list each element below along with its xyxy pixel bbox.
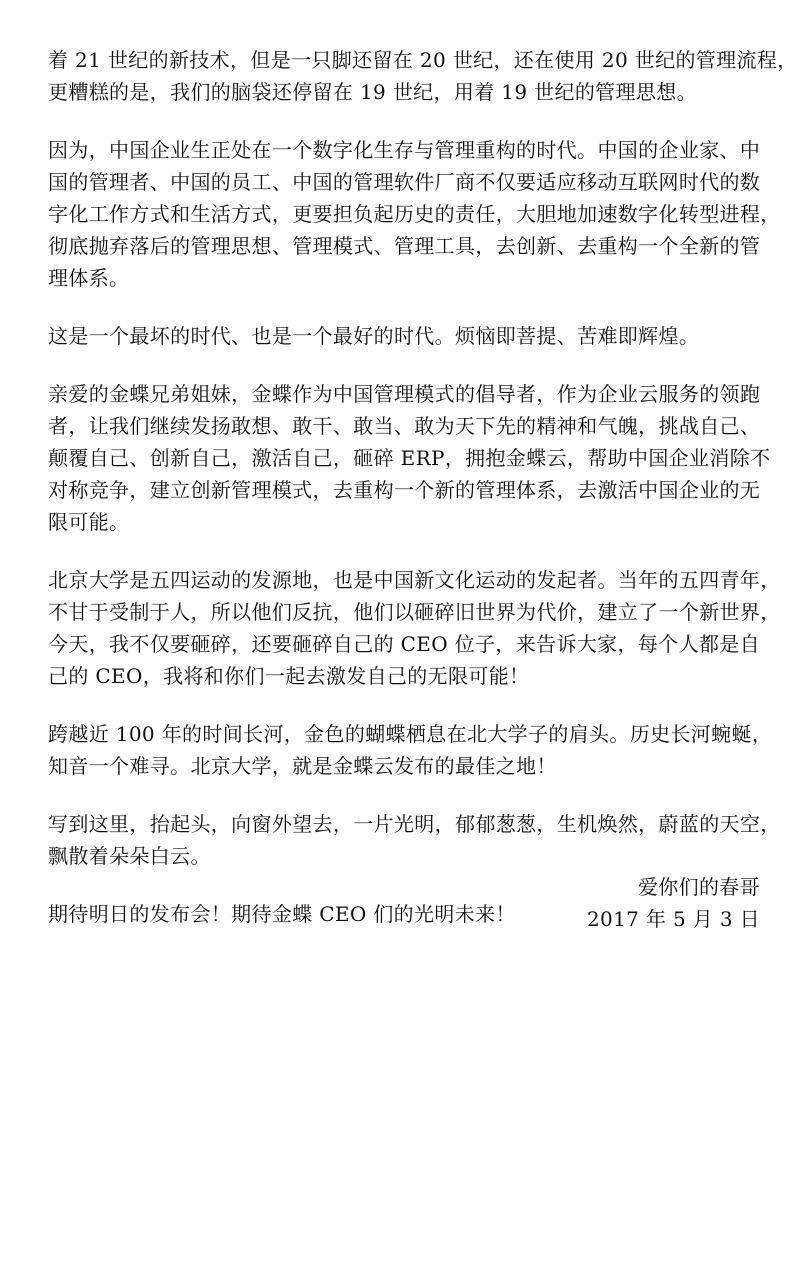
- text-line: 跨越近 100 年的时间长河，金色的蝴蝶栖息在北大学子的肩头。历史长河蜿蜒，: [48, 722, 773, 746]
- signature-block: [48, 871, 760, 935]
- paragraph-digital-era: [48, 134, 781, 294]
- text-line: 字化工作方式和生活方式，更要担负起历史的责任，大胆地加速数字化转型进程，: [48, 202, 781, 226]
- text-line: 今天，我不仅要砸碎，还要砸碎自己的 CEO 位子，来告诉大家，每个人都是自: [48, 632, 760, 656]
- text-line: 颠覆自己、创新自己，激活自己，砸碎 ERP，拥抱金蝶云，帮助中国企业消除不: [48, 446, 771, 470]
- paragraph-butterfly: [48, 718, 773, 782]
- text-line: 北京大学是五四运动的发源地，也是中国新文化运动的发起者。当年的五四青年，: [48, 568, 781, 592]
- text-line: 着 21 世纪的新技术，但是一只脚还留在 20 世纪，还在使用 20 世纪的管理流程，: [48, 48, 798, 72]
- paragraph-best-worst-times: [48, 320, 760, 352]
- text-line: 这是一个最坏的时代、也是一个最好的时代。烦恼即菩提、苦难即辉煌。: [48, 324, 700, 348]
- paragraph-21st-century: [48, 44, 798, 108]
- text-line: 写到这里，抬起头，向窗外望去，一片光明，郁郁葱葱，生机焕然，蔚蓝的天空，: [48, 812, 781, 836]
- text-line: 国的管理者、中国的员工、中国的管理软件厂商不仅要适应移动互联网时代的数: [48, 170, 761, 194]
- text-line: 不甘于受制于人，所以他们反抗，他们以砸碎旧世界为代价，建立了一个新世界，: [48, 600, 781, 624]
- text-line: 飘散着朵朵白云。: [48, 844, 211, 868]
- paragraph-kingdee-family: [48, 378, 771, 538]
- text-line: 期待明日的发布会！期待金蝶 CEO 们的光明未来！: [48, 902, 516, 926]
- signature-name: 爱你们的春哥: [637, 875, 760, 899]
- text-line: 者，让我们继续发扬敢想、敢干、敢当、敢为天下先的精神和气魄，挑战自己、: [48, 414, 761, 438]
- text-line: 更糟糕的是，我们的脑袋还停留在 19 世纪，用着 19 世纪的管理思想。: [48, 80, 697, 104]
- text-line: 理体系。: [48, 266, 130, 290]
- text-line: 亲爱的金蝶兄弟姐妹，金蝶作为中国管理模式的倡导者，作为企业云服务的领跑: [48, 382, 761, 406]
- text-line: 知音一个难寻。北京大学，就是金蝶云发布的最佳之地！: [48, 754, 557, 778]
- paragraph-window-view: [48, 808, 781, 872]
- signature-date: 2017 年 5 月 3 日: [586, 907, 760, 931]
- text-line: 对称竞争，建立创新管理模式，去重构一个新的管理体系，去激活中国企业的无: [48, 478, 761, 502]
- text-line: 彻底抛弃落后的管理思想、管理模式、管理工具，去创新、去重构一个全新的管: [48, 234, 761, 258]
- paragraph-peking-university: [48, 564, 781, 692]
- text-line: 己的 CEO，我将和你们一起去激发自己的无限可能！: [48, 664, 530, 688]
- text-line: 因为，中国企业生正处在一个数字化生存与管理重构的时代。中国的企业家、中: [48, 138, 761, 162]
- text-line: 限可能。: [48, 510, 130, 534]
- letter-body: [48, 44, 798, 956]
